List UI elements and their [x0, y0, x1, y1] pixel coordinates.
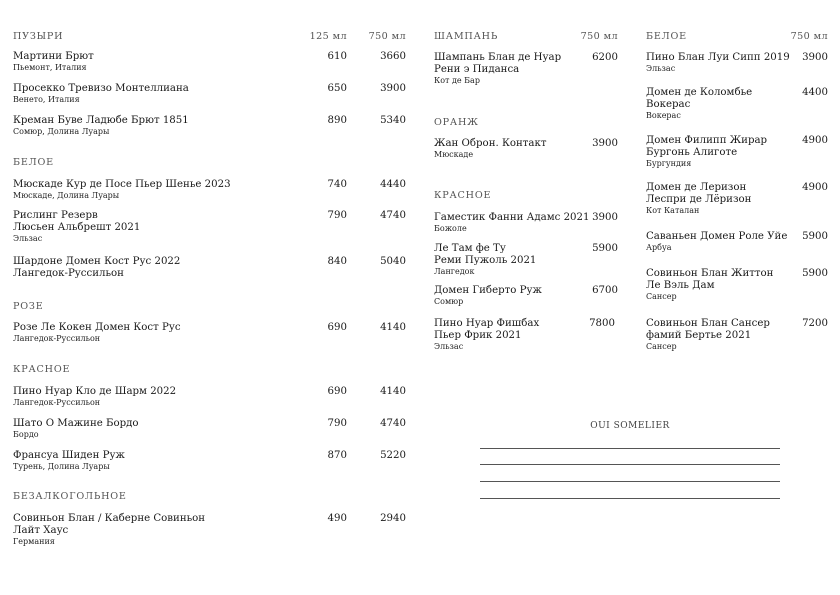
wine-item [434, 138, 624, 160]
price-bottle: 3900 [592, 138, 618, 149]
wine-region: Мюскаде, Долина Луары [13, 191, 120, 200]
wine-name: Домен Гиберто Руж [434, 285, 542, 296]
wine-item [646, 52, 831, 74]
wine-region: Эльзас [13, 234, 43, 243]
wine-name: Совиньон Блан Сансер [646, 318, 770, 329]
price-glass: 740 [327, 179, 347, 190]
price-bottle: 4140 [380, 386, 406, 397]
wine-region: Германия [13, 537, 55, 546]
wine-region: Лангедок [434, 267, 475, 276]
section-header-rose [13, 301, 408, 315]
price-bottle: 6700 [592, 285, 618, 296]
wine-item [13, 256, 408, 280]
section-title: ПУЗЫРИ [13, 31, 64, 42]
wine-item [434, 52, 624, 86]
price-bottle: 3660 [380, 51, 406, 62]
wine-region: Кот де Бар [434, 76, 480, 85]
price-glass: 870 [327, 450, 347, 461]
wine-name: Просекко Тревизо Монтеллиана [13, 83, 189, 94]
wine-name: Домен де Коломбье [646, 87, 753, 98]
wine-name: Шампань Блан де Нуар [434, 52, 562, 63]
wine-name: Саваньен Домен Роле Уйе [646, 231, 788, 242]
wine-name: Креман Буве Ладюбе Брют 1851 [13, 115, 189, 126]
section-title: БЕЛОЕ [13, 157, 54, 168]
price-bottle: 5220 [380, 450, 406, 461]
wine-name: Ле Там фе Ту [434, 243, 506, 254]
section-header-white [646, 31, 831, 45]
wine-region: Венето, Италия [13, 95, 80, 104]
wine-region: Эльзас [434, 342, 464, 351]
wine-region: Бургундия [646, 159, 692, 168]
price-bottle: 4740 [380, 418, 406, 429]
wine-name: Розе Ле Кокен Домен Кост Рус [13, 322, 181, 333]
wine-producer: Вокерас [646, 99, 691, 110]
wine-item [646, 182, 831, 216]
wine-region: Кот Каталан [646, 206, 700, 215]
wine-name: Пино Нуар Фишбах [434, 318, 540, 329]
wine-name: Шато О Мажине Бордо [13, 418, 139, 429]
wine-region: Бордо [13, 430, 39, 439]
section-header-red [434, 190, 624, 204]
wine-item [13, 418, 408, 440]
note-line [480, 464, 780, 465]
wine-name: Домен Филипп Жирар [646, 135, 768, 146]
wine-producer: фамий Бертье 2021 [646, 330, 752, 341]
wine-region: Сомюр [434, 297, 464, 306]
wine-producer: Бургонь Алиготе [646, 147, 738, 158]
wine-name: Пино Нуар Кло де Шарм 2022 [13, 386, 177, 397]
volume-750-label: 750 мл [368, 31, 406, 42]
price-glass: 690 [327, 322, 347, 333]
sommelier-title: OUI SOMELIER [590, 421, 670, 431]
wine-item [434, 285, 624, 307]
section-header-bubbles [13, 31, 408, 45]
wine-producer: Пьер Фрик 2021 [434, 330, 522, 341]
section-header-white [13, 157, 408, 171]
price-bottle: 4400 [802, 87, 828, 98]
wine-name: Мюскаде Кур де Посе Пьер Шенье 2023 [13, 179, 231, 190]
section-header-champagne [434, 31, 624, 45]
wine-item [13, 51, 408, 73]
note-line [480, 448, 780, 449]
price-glass: 790 [327, 418, 347, 429]
wine-region: Вокерас [646, 111, 681, 120]
section-title: БЕЗАЛКОГОЛЬНОЕ [13, 491, 127, 502]
wine-item [646, 268, 831, 302]
price-bottle: 5040 [380, 256, 406, 267]
price-bottle: 4740 [380, 210, 406, 221]
wine-item [13, 513, 408, 547]
wine-name: Франсуа Шиден Руж [13, 450, 125, 461]
section-title: ОРАНЖ [434, 117, 479, 128]
price-glass: 890 [327, 115, 347, 126]
volume-750-label: 750 мл [790, 31, 828, 42]
price-glass: 840 [327, 256, 347, 267]
wine-name: Рислинг Резерв [13, 210, 98, 221]
wine-name: Мартини Брют [13, 51, 94, 62]
wine-item [13, 450, 408, 472]
wine-name: Пино Блан Луи Сипп 2019 [646, 52, 790, 63]
price-bottle: 7800 [589, 318, 615, 329]
price-bottle: 6200 [592, 52, 618, 63]
section-title: КРАСНОЕ [434, 190, 492, 201]
price-bottle: 5900 [802, 231, 828, 242]
wine-item [13, 83, 408, 105]
price-bottle: 5900 [592, 243, 618, 254]
price-bottle: 4440 [380, 179, 406, 190]
wine-region: Мюскаде [434, 150, 474, 159]
section-title: БЕЛОЕ [646, 31, 687, 42]
wine-item [13, 115, 408, 137]
wine-producer: Реми Пужоль 2021 [434, 255, 537, 266]
wine-region: Арбуа [646, 243, 672, 252]
price-glass: 650 [327, 83, 347, 94]
section-title: РОЗЕ [13, 301, 44, 312]
section-header-red [13, 364, 408, 378]
wine-item [646, 135, 831, 169]
volume-125-label: 125 мл [309, 31, 347, 42]
wine-region: Турень, Долина Луары [13, 462, 110, 471]
wine-name: Жан Оброн. Контакт [434, 138, 547, 149]
price-glass: 610 [327, 51, 347, 62]
price-bottle: 2940 [380, 513, 406, 524]
price-bottle: 4900 [802, 135, 828, 146]
section-title: ШАМПАНЬ [434, 31, 499, 42]
price-bottle: 4900 [802, 182, 828, 193]
note-line [480, 498, 780, 499]
wine-item [434, 212, 624, 234]
wine-region: Божоле [434, 224, 467, 233]
wine-producer: Рени э Пиданса [434, 64, 520, 75]
wine-item [13, 386, 408, 408]
price-bottle: 5340 [380, 115, 406, 126]
note-line [480, 481, 780, 482]
wine-region: Лангедок-Руссильон [13, 334, 101, 343]
price-bottle: 3900 [380, 83, 406, 94]
price-bottle: 5900 [802, 268, 828, 279]
wine-region: Лангедок-Руссильон [13, 398, 101, 407]
wine-item [13, 322, 408, 344]
wine-item [434, 318, 624, 352]
price-glass: 690 [327, 386, 347, 397]
wine-name: Совиньон Блан / Каберне Совиньон [13, 513, 206, 524]
wine-region: Сансер [646, 292, 677, 301]
price-glass: 790 [327, 210, 347, 221]
wine-name: Совиньон Блан Життон [646, 268, 774, 279]
wine-producer: Лайт Хаус [13, 525, 69, 536]
section-header-orange [434, 117, 624, 131]
wine-name: Домен де Леризон [646, 182, 747, 193]
section-title: КРАСНОЕ [13, 364, 71, 375]
wine-region: Сансер [646, 342, 677, 351]
wine-item [646, 87, 831, 121]
price-bottle: 3900 [802, 52, 828, 63]
wine-region: Сомюр, Долина Луары [13, 127, 110, 136]
wine-region: Лангедок-Руссильон [13, 268, 124, 279]
price-bottle: 3900 [592, 212, 618, 223]
section-header-nonalcoholic [13, 491, 408, 505]
wine-item [13, 179, 408, 201]
wine-producer: Люсьен Альбрешт 2021 [13, 222, 141, 233]
wine-item [646, 318, 831, 352]
wine-producer: Ле Вэль Дам [646, 280, 715, 291]
wine-item [13, 210, 408, 244]
volume-750-label: 750 мл [580, 31, 618, 42]
wine-region: Эльзас [646, 64, 676, 73]
wine-name: Гаместик Фанни Адамс 2021 [434, 212, 590, 223]
price-glass: 490 [327, 513, 347, 524]
wine-producer: Леспри де Лёризон [646, 194, 752, 205]
wine-region: Пьемонт, Италия [13, 63, 87, 72]
price-bottle: 4140 [380, 322, 406, 333]
wine-item [434, 243, 624, 277]
price-bottle: 7200 [802, 318, 828, 329]
wine-name: Шардоне Домен Кост Рус 2022 [13, 256, 181, 267]
wine-item [646, 231, 831, 253]
